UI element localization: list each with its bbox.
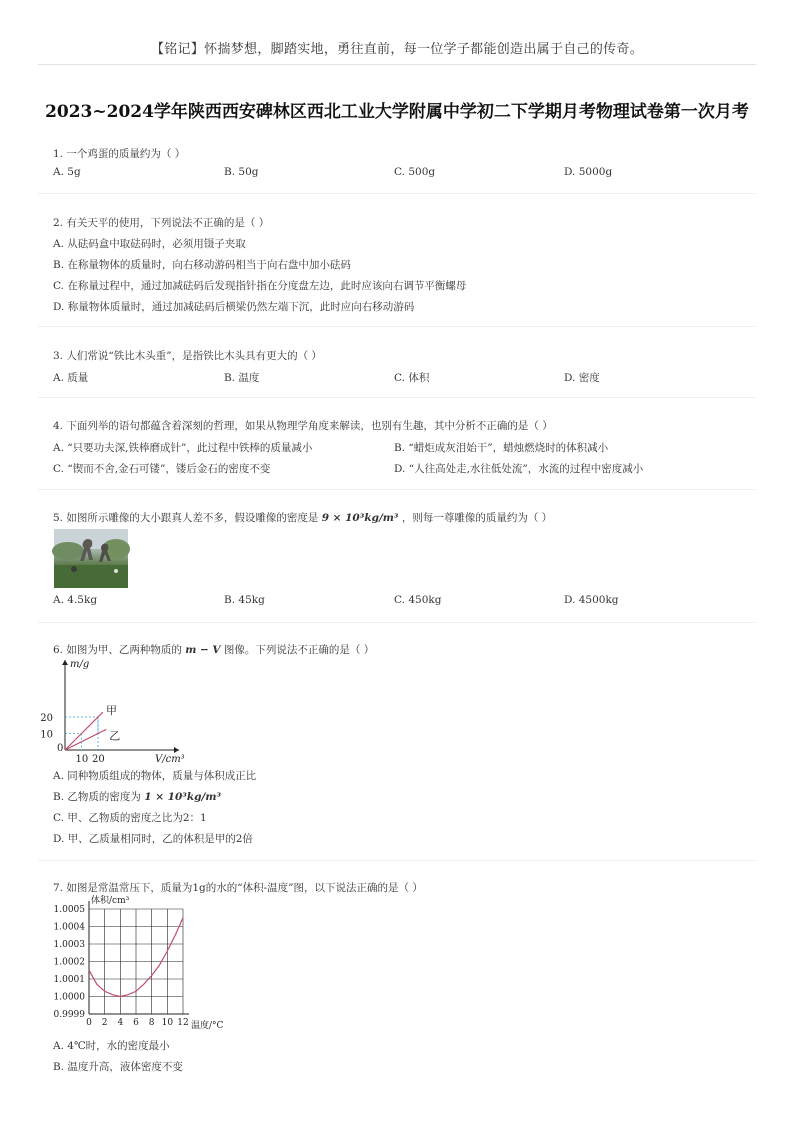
separator bbox=[38, 860, 756, 861]
q4-option-d[interactable]: D. “人往高处走,水往低处流”，水流的过程中密度减小 bbox=[394, 463, 644, 475]
x-tick-label: 20 bbox=[92, 754, 105, 765]
q3-stem: 3. 人们常说“铁比木头重”，是指铁比木头具有更大的（ ） bbox=[53, 350, 322, 362]
q5-stem bbox=[53, 510, 552, 525]
q2-option-c[interactable]: C. 在称量过程中，通过加减砝码后发现指针指在分度盘左边，此时应该向右调节平衡螺母 bbox=[53, 280, 467, 292]
q6-option-b[interactable] bbox=[53, 789, 221, 804]
y-axis-arrow bbox=[62, 660, 68, 665]
statue-photo bbox=[54, 529, 128, 588]
x-axis-label: V/cm³ bbox=[155, 754, 185, 765]
y-tick-label: 1.0000 bbox=[53, 992, 85, 1003]
q1-option-d[interactable]: D. 5000g bbox=[564, 166, 613, 178]
series-line-1 bbox=[65, 729, 106, 750]
separator bbox=[38, 622, 756, 623]
y-tick-label: 10 bbox=[40, 729, 53, 741]
q6-stem-text: 6. 如图为甲、乙两种物质的 bbox=[53, 644, 182, 656]
y-tick-label: 1.0004 bbox=[53, 922, 85, 933]
q1-stem: 1. 一个鸡蛋的质量约为（ ） bbox=[53, 148, 186, 160]
density-formula: 9 × 10³kg/m³ bbox=[321, 512, 399, 524]
x-tick-label: 10 bbox=[75, 754, 89, 765]
q2-option-a[interactable]: A. 从砝码盒中取砝码时，必须用镊子夹取 bbox=[53, 238, 246, 250]
q6-stem-text-end: 图像。下列说法不正确的是（ ） bbox=[223, 644, 375, 656]
q4-option-b[interactable]: B. “蜡炬成灰泪始干”，蜡烛燃烧时的体积减小 bbox=[394, 442, 609, 454]
x-tick-label: 10 bbox=[161, 1018, 174, 1028]
motto: 【铭记】怀揣梦想，脚踏实地，勇往直前，每一位学子都能创造出属于自己的传奇。 bbox=[150, 42, 644, 57]
q4-option-c[interactable]: C. “锲而不舍,金石可镂”，镂后金石的密度不变 bbox=[53, 463, 271, 475]
q5-option-a[interactable]: A. 4.5kg bbox=[53, 594, 98, 606]
q5-option-b[interactable]: B. 45kg bbox=[224, 594, 265, 606]
q7-option-a[interactable]: A. 4℃时，水的密度最小 bbox=[53, 1040, 170, 1052]
x-axis-arrow bbox=[174, 747, 179, 753]
x-tick-label: 6 bbox=[133, 1018, 139, 1028]
separator bbox=[38, 193, 756, 194]
separator bbox=[38, 397, 756, 398]
q3-option-c[interactable]: C. 体积 bbox=[394, 372, 430, 384]
q6-option-c[interactable]: C. 甲、乙物质的密度之比为2：1 bbox=[53, 812, 207, 824]
q3-option-b[interactable]: B. 温度 bbox=[224, 372, 260, 384]
y-tick-label: 1.0002 bbox=[53, 957, 85, 968]
q2-option-b[interactable]: B. 在称量物体的质量时，向右移动游码相当于向右盘中加小砝码 bbox=[53, 259, 351, 271]
y-tick-label: 1.0005 bbox=[53, 905, 85, 915]
x-tick-label: 12 bbox=[177, 1018, 189, 1028]
q6-option-d[interactable]: D. 甲、乙质量相同时，乙的体积是甲的2倍 bbox=[53, 833, 253, 845]
x-axis-label: 温度/°C bbox=[191, 1021, 224, 1031]
mass-volume-chart bbox=[40, 654, 185, 766]
q5-stem-text: 5. 如图所示雕像的大小跟真人差不多，假设雕像的密度是 bbox=[53, 512, 319, 524]
q1-option-c[interactable]: C. 500g bbox=[394, 166, 436, 178]
separator bbox=[38, 489, 756, 490]
q7-option-b[interactable]: B. 温度升高，液体密度不变 bbox=[53, 1061, 183, 1073]
q3-option-a[interactable]: A. 质量 bbox=[53, 372, 89, 384]
y-axis-label: m/g bbox=[70, 659, 90, 670]
series-label: 甲 bbox=[105, 704, 117, 718]
q4-stem: 4. 下面列举的语句都蕴含着深刻的哲理，如果从物理学角度来解读，也别有生趣，其中分析不正确的是（ ） bbox=[53, 420, 553, 432]
series-line-0 bbox=[65, 712, 103, 750]
q4-option-a[interactable]: A. “只要功夫深,铁棒磨成针”，此过程中铁棒的质量减小 bbox=[53, 442, 313, 454]
series-label: 乙 bbox=[109, 729, 121, 743]
q7-stem: 7. 如图是常温常压下，质量为1g的水的“体积-温度”图，以下说法正确的是（ ） bbox=[53, 882, 423, 894]
q1-option-a[interactable]: A. 5g bbox=[53, 166, 81, 178]
x-tick-label: 4 bbox=[117, 1018, 124, 1028]
q2-stem: 2. 有关天平的使用，下列说法不正确的是（ ） bbox=[53, 217, 270, 229]
y-tick-label: 0.9999 bbox=[53, 1010, 85, 1020]
q6-density-formula: 1 × 10³kg/m³ bbox=[144, 791, 222, 803]
y-tick-label: 1.0003 bbox=[53, 940, 85, 950]
separator bbox=[38, 326, 756, 327]
page-title: 2023~2024学年陕西西安碑林区西北工业大学附属中学初二下学期月考物理试卷第一次月考 bbox=[45, 102, 749, 122]
x-tick-label: 8 bbox=[148, 1018, 155, 1028]
q6-option-a[interactable]: A. 同种物质组成的物体，质量与体积成正比 bbox=[53, 770, 257, 782]
volume-temperature-chart bbox=[53, 893, 233, 1033]
y-tick-label: 1.0001 bbox=[53, 975, 85, 985]
x-tick-label: 0 bbox=[86, 1018, 92, 1028]
q5-option-c[interactable]: C. 450kg bbox=[394, 594, 442, 606]
origin-label: 0 bbox=[57, 743, 64, 754]
q3-option-d[interactable]: D. 密度 bbox=[564, 372, 600, 384]
q1-option-b[interactable]: B. 50g bbox=[224, 166, 259, 178]
y-tick-label: 20 bbox=[40, 713, 53, 724]
x-tick-label: 2 bbox=[101, 1018, 108, 1028]
q5-stem-text-end: ，则每一尊雕像的质量约为（ ） bbox=[401, 512, 553, 524]
q5-option-d[interactable]: D. 4500kg bbox=[564, 594, 619, 606]
q6-option-b-text: B. 乙物质的密度为 bbox=[53, 791, 141, 803]
q2-option-d[interactable]: D. 称量物体质量时，通过加减砝码后横梁仍然左端下沉，此时应向右移动游码 bbox=[53, 301, 415, 313]
y-axis-label: 体积/cm³ bbox=[91, 896, 130, 906]
mv-formula: m − V bbox=[185, 644, 221, 656]
header-divider bbox=[38, 64, 756, 65]
